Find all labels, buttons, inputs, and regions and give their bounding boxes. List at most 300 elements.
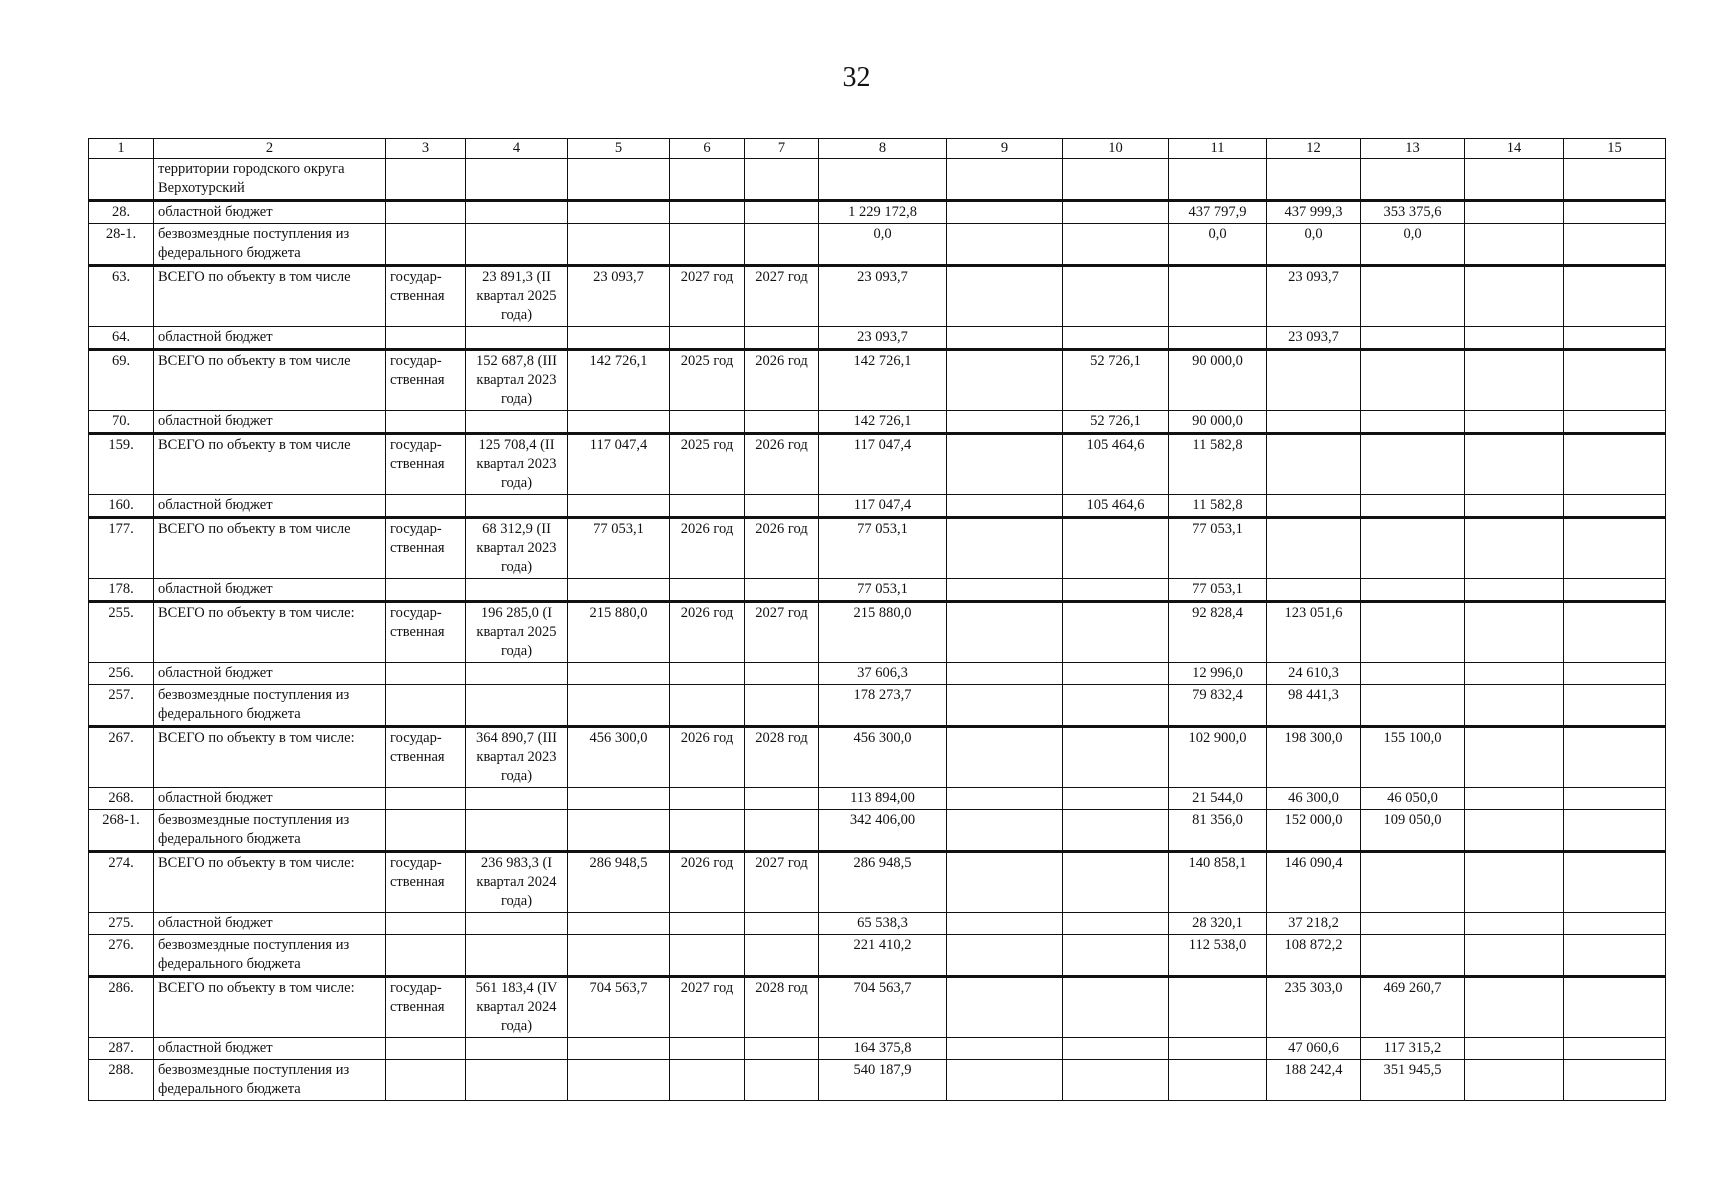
table-cell: [1063, 935, 1169, 977]
table-cell: [670, 913, 745, 935]
table-cell: 469 260,7: [1361, 977, 1465, 1038]
table-cell: [1465, 159, 1564, 201]
table-cell: [670, 1060, 745, 1101]
table-cell: [1361, 434, 1465, 495]
table-cell: 142 726,1: [568, 350, 670, 411]
table-row: [89, 1038, 1666, 1060]
table-cell: [386, 1060, 466, 1101]
table-cell: [1465, 685, 1564, 727]
column-header: 12: [1267, 139, 1361, 159]
table-cell: 52 726,1: [1063, 350, 1169, 411]
table-cell: 164 375,8: [819, 1038, 947, 1060]
table-cell: 102 900,0: [1169, 727, 1267, 788]
table-cell: [466, 788, 568, 810]
table-cell: 2027 год: [670, 977, 745, 1038]
table-cell: 155 100,0: [1361, 727, 1465, 788]
table-cell: государ-ственная: [386, 518, 466, 579]
table-row: [89, 852, 1666, 913]
row-number-cell: 28-1.: [89, 224, 154, 266]
page-number: 32: [842, 62, 871, 93]
table-cell: 23 891,3 (II квартал 2025 года): [466, 266, 568, 327]
table-cell: [1465, 913, 1564, 935]
table-cell: [1564, 411, 1666, 434]
column-header: 11: [1169, 139, 1267, 159]
table-row: [89, 727, 1666, 788]
table-cell: [670, 788, 745, 810]
table-cell: [1361, 350, 1465, 411]
table-cell: 2027 год: [745, 602, 819, 663]
table-cell: [947, 327, 1063, 350]
table-cell: [1564, 1038, 1666, 1060]
table-row: [89, 495, 1666, 518]
table-cell: [1465, 201, 1564, 224]
table-cell: 117 315,2: [1361, 1038, 1465, 1060]
table-cell: 81 356,0: [1169, 810, 1267, 852]
table-cell: [1564, 810, 1666, 852]
row-number-cell: 63.: [89, 266, 154, 327]
table-cell: 21 544,0: [1169, 788, 1267, 810]
table-cell: [670, 935, 745, 977]
table-cell: 11 582,8: [1169, 495, 1267, 518]
column-header: 4: [466, 139, 568, 159]
table-cell: 23 093,7: [1267, 327, 1361, 350]
table-cell: [670, 201, 745, 224]
table-cell: 11 582,8: [1169, 434, 1267, 495]
table-cell: 117 047,4: [819, 434, 947, 495]
table-cell: [466, 579, 568, 602]
row-number-cell: 268.: [89, 788, 154, 810]
table-cell: [670, 159, 745, 201]
table-cell: [1361, 913, 1465, 935]
table-row: [89, 579, 1666, 602]
table-cell: [1361, 159, 1465, 201]
table-cell: 364 890,7 (III квартал 2023 года): [466, 727, 568, 788]
table-row: [89, 159, 1666, 201]
row-label-cell: ВСЕГО по объекту в том числе: [154, 434, 386, 495]
table-cell: 2026 год: [670, 852, 745, 913]
table-cell: 704 563,7: [568, 977, 670, 1038]
table-cell: [745, 788, 819, 810]
table-cell: [1267, 518, 1361, 579]
row-number-cell: 287.: [89, 1038, 154, 1060]
row-label-cell: областной бюджет: [154, 913, 386, 935]
table-cell: [466, 913, 568, 935]
table-cell: 561 183,4 (IV квартал 2024 года): [466, 977, 568, 1038]
column-header: 8: [819, 139, 947, 159]
table-cell: 77 053,1: [819, 518, 947, 579]
row-label-cell: безвозмездные поступления из федерального бюджета: [154, 685, 386, 727]
table-cell: [1564, 579, 1666, 602]
table-row: [89, 602, 1666, 663]
row-number-cell: 64.: [89, 327, 154, 350]
table-cell: [670, 579, 745, 602]
table-cell: [1465, 788, 1564, 810]
column-header: 10: [1063, 139, 1169, 159]
table-cell: [386, 1038, 466, 1060]
table-cell: [1564, 727, 1666, 788]
row-label-cell: безвозмездные поступления из федерального бюджета: [154, 1060, 386, 1101]
table-cell: 456 300,0: [819, 727, 947, 788]
column-header: 1: [89, 139, 154, 159]
table-cell: государ-ственная: [386, 350, 466, 411]
row-number-cell: 159.: [89, 434, 154, 495]
table-cell: 109 050,0: [1361, 810, 1465, 852]
table-cell: [745, 159, 819, 201]
table-cell: 0,0: [1361, 224, 1465, 266]
table-row: [89, 350, 1666, 411]
table-row: [89, 977, 1666, 1038]
row-label-cell: областной бюджет: [154, 201, 386, 224]
table-cell: 437 999,3: [1267, 201, 1361, 224]
table-cell: [1465, 1060, 1564, 1101]
table-row: [89, 663, 1666, 685]
table-cell: [466, 810, 568, 852]
table-cell: [1465, 224, 1564, 266]
row-label-cell: ВСЕГО по объекту в том числе:: [154, 602, 386, 663]
table-cell: [947, 913, 1063, 935]
table-cell: [947, 201, 1063, 224]
table-cell: [1169, 266, 1267, 327]
table-cell: 351 945,5: [1361, 1060, 1465, 1101]
table-cell: [568, 1038, 670, 1060]
table-cell: [670, 411, 745, 434]
table-cell: 77 053,1: [1169, 579, 1267, 602]
row-label-cell: областной бюджет: [154, 663, 386, 685]
table-cell: [1063, 977, 1169, 1038]
table-cell: государ-ственная: [386, 852, 466, 913]
table-cell: 0,0: [819, 224, 947, 266]
table-cell: [386, 495, 466, 518]
table-cell: [1063, 788, 1169, 810]
table-cell: государ-ственная: [386, 602, 466, 663]
row-label-cell: областной бюджет: [154, 788, 386, 810]
table-cell: 221 410,2: [819, 935, 947, 977]
table-row: [89, 810, 1666, 852]
table-cell: [568, 411, 670, 434]
table-cell: 98 441,3: [1267, 685, 1361, 727]
table-cell: [1063, 602, 1169, 663]
table-cell: [386, 663, 466, 685]
table-body: [89, 159, 1666, 1101]
table-cell: [568, 935, 670, 977]
table-cell: [1361, 602, 1465, 663]
table-cell: [1063, 1060, 1169, 1101]
row-number-cell: 255.: [89, 602, 154, 663]
table-cell: 90 000,0: [1169, 350, 1267, 411]
table-cell: [670, 810, 745, 852]
table-cell: [947, 434, 1063, 495]
table-cell: [947, 935, 1063, 977]
header-row: [89, 139, 1666, 159]
table-cell: [947, 727, 1063, 788]
table-cell: 125 708,4 (II квартал 2023 года): [466, 434, 568, 495]
row-label-cell: ВСЕГО по объекту в том числе:: [154, 727, 386, 788]
row-label-cell: ВСЕГО по объекту в том числе: [154, 350, 386, 411]
column-header: 14: [1465, 139, 1564, 159]
table-cell: [745, 579, 819, 602]
table-cell: [947, 579, 1063, 602]
table-cell: [1564, 201, 1666, 224]
table-cell: 92 828,4: [1169, 602, 1267, 663]
row-number-cell: 257.: [89, 685, 154, 727]
table-cell: [386, 579, 466, 602]
table-row: [89, 201, 1666, 224]
table-row: [89, 1060, 1666, 1101]
table-cell: 90 000,0: [1169, 411, 1267, 434]
table-cell: [1465, 350, 1564, 411]
table-cell: [466, 935, 568, 977]
row-number-cell: 288.: [89, 1060, 154, 1101]
row-number-cell: 28.: [89, 201, 154, 224]
table-cell: [386, 913, 466, 935]
table-cell: [1361, 852, 1465, 913]
table-cell: [1564, 977, 1666, 1038]
table-cell: 0,0: [1267, 224, 1361, 266]
table-row: [89, 935, 1666, 977]
table-cell: [947, 1038, 1063, 1060]
table-cell: 146 090,4: [1267, 852, 1361, 913]
table-cell: [466, 224, 568, 266]
table-cell: [1564, 224, 1666, 266]
table-cell: 1 229 172,8: [819, 201, 947, 224]
table-cell: [1063, 913, 1169, 935]
table-cell: 77 053,1: [1169, 518, 1267, 579]
table-cell: [947, 977, 1063, 1038]
table-cell: [1267, 495, 1361, 518]
table-cell: [745, 224, 819, 266]
table-cell: [386, 935, 466, 977]
table-cell: [947, 602, 1063, 663]
table-cell: [670, 495, 745, 518]
table-row: [89, 224, 1666, 266]
table-cell: [745, 810, 819, 852]
table-cell: [1063, 1038, 1169, 1060]
table-cell: 704 563,7: [819, 977, 947, 1038]
table-cell: [1169, 1060, 1267, 1101]
budget-table: [88, 138, 1666, 1101]
table-cell: 117 047,4: [819, 495, 947, 518]
table-cell: 46 050,0: [1361, 788, 1465, 810]
table-cell: 437 797,9: [1169, 201, 1267, 224]
table-cell: [1465, 977, 1564, 1038]
table-cell: 0,0: [1169, 224, 1267, 266]
table-cell: [1564, 495, 1666, 518]
table-cell: [386, 685, 466, 727]
table-cell: [568, 810, 670, 852]
table-cell: [1361, 579, 1465, 602]
table-cell: [1361, 518, 1465, 579]
table-cell: [1361, 495, 1465, 518]
table-cell: 142 726,1: [819, 350, 947, 411]
table-cell: [947, 266, 1063, 327]
table-cell: [466, 327, 568, 350]
table-cell: 77 053,1: [819, 579, 947, 602]
table-cell: 79 832,4: [1169, 685, 1267, 727]
table-cell: [1465, 727, 1564, 788]
table-cell: [819, 159, 947, 201]
table-cell: 2026 год: [670, 518, 745, 579]
table-cell: [1361, 663, 1465, 685]
row-number-cell: 275.: [89, 913, 154, 935]
table-cell: 286 948,5: [819, 852, 947, 913]
table-cell: [466, 685, 568, 727]
table-cell: [947, 685, 1063, 727]
table-cell: [466, 495, 568, 518]
table-cell: [1564, 935, 1666, 977]
table-cell: 215 880,0: [819, 602, 947, 663]
table-cell: 47 060,6: [1267, 1038, 1361, 1060]
table-cell: [1564, 602, 1666, 663]
table-cell: [1063, 685, 1169, 727]
table-cell: [1564, 159, 1666, 201]
table-cell: 2028 год: [745, 727, 819, 788]
table-cell: 342 406,00: [819, 810, 947, 852]
table-cell: государ-ственная: [386, 266, 466, 327]
table-cell: 37 218,2: [1267, 913, 1361, 935]
row-label-cell: ВСЕГО по объекту в том числе:: [154, 852, 386, 913]
row-number-cell: [89, 159, 154, 201]
table-cell: [745, 411, 819, 434]
table-cell: 198 300,0: [1267, 727, 1361, 788]
table-cell: [568, 579, 670, 602]
table-cell: [745, 913, 819, 935]
table-cell: [947, 350, 1063, 411]
table-row: [89, 411, 1666, 434]
table-cell: 353 375,6: [1361, 201, 1465, 224]
table-cell: [1564, 266, 1666, 327]
table-cell: [1063, 201, 1169, 224]
table-cell: 2027 год: [670, 266, 745, 327]
table-cell: [1564, 327, 1666, 350]
table-cell: [1564, 913, 1666, 935]
table-cell: [1169, 327, 1267, 350]
table-cell: 235 303,0: [1267, 977, 1361, 1038]
column-header: 9: [947, 139, 1063, 159]
table-cell: [745, 935, 819, 977]
table-cell: [1465, 579, 1564, 602]
table-cell: [1267, 411, 1361, 434]
table-cell: [670, 685, 745, 727]
table-cell: [947, 159, 1063, 201]
table-cell: [568, 663, 670, 685]
row-label-cell: областной бюджет: [154, 327, 386, 350]
table-cell: [568, 495, 670, 518]
table-cell: [745, 201, 819, 224]
table-cell: [1465, 411, 1564, 434]
table-cell: 236 983,3 (I квартал 2024 года): [466, 852, 568, 913]
table-cell: 2026 год: [670, 602, 745, 663]
table-cell: [466, 159, 568, 201]
table-header: [89, 139, 1666, 159]
table-cell: [1564, 685, 1666, 727]
table-cell: [1063, 266, 1169, 327]
table-cell: 152 687,8 (III квартал 2023 года): [466, 350, 568, 411]
table-cell: 65 538,3: [819, 913, 947, 935]
table-cell: [1063, 663, 1169, 685]
table-cell: [1465, 663, 1564, 685]
table-cell: 77 053,1: [568, 518, 670, 579]
table-cell: 2026 год: [745, 518, 819, 579]
table-cell: 23 093,7: [568, 266, 670, 327]
table-cell: [745, 495, 819, 518]
table-cell: [386, 327, 466, 350]
table-cell: [1564, 788, 1666, 810]
table-cell: [386, 810, 466, 852]
row-label-cell: ВСЕГО по объекту в том числе:: [154, 977, 386, 1038]
row-label-cell: областной бюджет: [154, 579, 386, 602]
row-label-cell: безвозмездные поступления из федерального бюджета: [154, 224, 386, 266]
table-row: [89, 685, 1666, 727]
table-cell: [1267, 350, 1361, 411]
table-cell: [1564, 852, 1666, 913]
table-cell: 37 606,3: [819, 663, 947, 685]
table-cell: 2026 год: [745, 434, 819, 495]
column-header: 15: [1564, 139, 1666, 159]
table-cell: [947, 224, 1063, 266]
row-label-cell: областной бюджет: [154, 411, 386, 434]
table-cell: 188 242,4: [1267, 1060, 1361, 1101]
table-cell: 152 000,0: [1267, 810, 1361, 852]
row-number-cell: 267.: [89, 727, 154, 788]
column-header: 13: [1361, 139, 1465, 159]
table-cell: 23 093,7: [1267, 266, 1361, 327]
table-cell: 2025 год: [670, 434, 745, 495]
table-cell: [1063, 579, 1169, 602]
table-cell: [568, 224, 670, 266]
table-cell: [947, 788, 1063, 810]
table-cell: государ-ственная: [386, 434, 466, 495]
column-header: 5: [568, 139, 670, 159]
row-number-cell: 69.: [89, 350, 154, 411]
column-header: 6: [670, 139, 745, 159]
table-cell: [947, 852, 1063, 913]
table-cell: 196 285,0 (I квартал 2025 года): [466, 602, 568, 663]
table-cell: [1564, 434, 1666, 495]
table-cell: [1465, 810, 1564, 852]
table-cell: 105 464,6: [1063, 495, 1169, 518]
table-cell: государ-ственная: [386, 727, 466, 788]
table-row: [89, 434, 1666, 495]
table-cell: 12 996,0: [1169, 663, 1267, 685]
table-cell: [947, 495, 1063, 518]
row-label-cell: территории городского округа Верхотурский: [154, 159, 386, 201]
table-cell: [1465, 935, 1564, 977]
table-cell: [745, 663, 819, 685]
table-cell: [1465, 327, 1564, 350]
table-cell: [1465, 495, 1564, 518]
table-cell: [1465, 434, 1564, 495]
table-cell: 23 093,7: [819, 266, 947, 327]
table-cell: [568, 685, 670, 727]
table-cell: [386, 411, 466, 434]
table-cell: [1361, 266, 1465, 327]
table-cell: 540 187,9: [819, 1060, 947, 1101]
row-label-cell: ВСЕГО по объекту в том числе: [154, 518, 386, 579]
table-cell: [670, 1038, 745, 1060]
row-number-cell: 177.: [89, 518, 154, 579]
table-cell: [386, 201, 466, 224]
table-cell: [568, 327, 670, 350]
table-cell: 2025 год: [670, 350, 745, 411]
row-number-cell: 286.: [89, 977, 154, 1038]
table-cell: [1564, 518, 1666, 579]
table-cell: [1063, 727, 1169, 788]
table-cell: [1063, 159, 1169, 201]
table-cell: [1465, 602, 1564, 663]
table-cell: [466, 663, 568, 685]
table-cell: [1169, 1038, 1267, 1060]
table-cell: [947, 411, 1063, 434]
